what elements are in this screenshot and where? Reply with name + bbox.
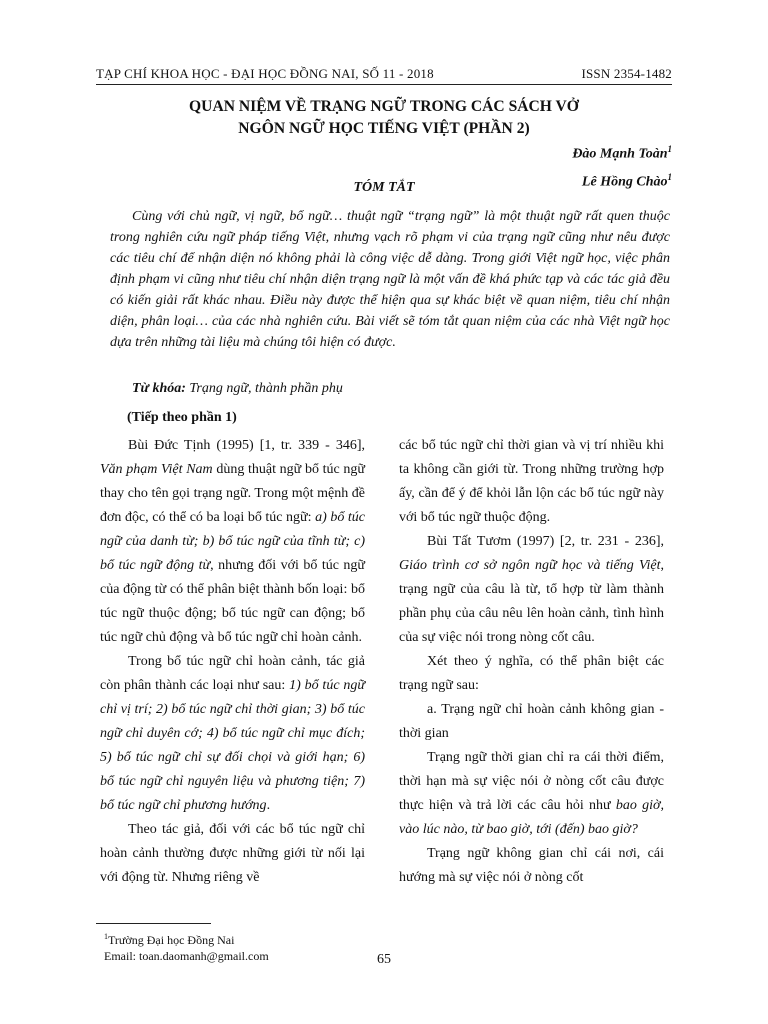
paragraph: Trạng ngữ không gian chỉ cái nơi, cái hướng mà sự việc nói ở nòng cốt	[399, 846, 664, 885]
running-header	[96, 64, 672, 85]
author-1: Đào Mạnh Toàn$^1$	[572, 144, 672, 162]
paragraph: Trạng ngữ thời gian chỉ ra cái thời điểm, thời hạn mà sự việc nói ở nòng cốt câu được thực hiện và trả lời các câu hỏi như bao giờ, vào lúc nào, từ bao giờ, tới (đến) bao giờ?	[399, 750, 664, 837]
continuation-note: (Tiếp theo phần 1)	[127, 410, 237, 425]
keywords-label: Từ khóa:	[132, 381, 186, 396]
title-line-2: NGÔN NGỮ HỌC TIẾNG VIỆT (PHẦN 2)	[238, 120, 530, 137]
page-number: 65	[377, 952, 391, 967]
article-title	[96, 96, 672, 140]
paragraph: Trong bổ túc ngữ chỉ hoàn cảnh, tác giả còn phân thành các loại như sau: 1) bổ túc ngữ chỉ vị trí; 2) bổ túc ngữ chỉ thời gian; 3) bổ túc ngữ chỉ duyên cớ; 4) bổ túc ngữ chỉ mục đích; 5) bổ túc ngữ chỉ sự đối chọi và giới hạn; 6) bổ túc ngữ chỉ nguyên liệu và phương tiện; 7) bổ túc ngữ chỉ phương hướng.	[100, 654, 365, 813]
journal-name: TẠP CHÍ KHOA HỌC - ĐẠI HỌC ĐỒNG NAI, SỐ 11 - 2018	[96, 66, 434, 81]
abstract-heading: TÓM TẮT	[353, 180, 415, 195]
author-2: Lê Hồng Chào$^1$	[581, 171, 672, 190]
body-column-right	[399, 434, 664, 890]
abstract-text: Cùng với chủ ngữ, vị ngữ, bổ ngữ… thuật ngữ “trạng ngữ” là một thuật ngữ rất quen thuộc trong nghiên cứu ngữ pháp tiếng Việt, nhưng vạch rõ phạm vi của trạng ngữ cũng như nêu được các tiêu chí để nhận diện nó không phải là công việc dễ dàng. Trong giới Việt ngữ học, việc phân định phạm vi cũng như tiêu chí nhận diện trạng ngữ là một vấn đề khá phức tạp và các tác giả đều có kiến giải rất khác nhau. Điều này được thể hiện qua sự khác biệt về quan niệm, tiêu chí nhận diện, phân loại… của các nhà nghiên cứu. Bài viết sẽ tóm tắt quan niệm của các nhà Việt ngữ học dựa trên những tài liệu mà chúng tôi hiện có được.	[110, 209, 670, 350]
keywords	[132, 381, 343, 397]
title-line-1: QUAN NIỆM VỀ TRẠNG NGỮ TRONG CÁC SÁCH VỞ	[189, 98, 579, 115]
footnote-rule	[96, 923, 211, 924]
paragraph: Xét theo ý nghĩa, có thể phân biệt các trạng ngữ sau:	[399, 654, 664, 693]
paragraph: Bùi Đức Tịnh (1995) [1, tr. 339 - 346], Văn phạm Việt Nam dùng thuật ngữ bổ túc ngữ thay cho tên gọi trạng ngữ. Trong một mệnh đề đơn độc, có thể có ba loại bổ túc ngữ: a) bổ túc ngữ của danh từ; b) bổ túc ngữ của tĩnh từ; c) bổ túc ngữ động từ, nhưng đối với bổ túc ngữ của động từ có thể phân biệt thành bốn loại: bổ túc ngữ thuộc động; bổ túc ngữ can động; bổ túc ngữ chủ động và bổ túc ngữ chỉ hoàn cảnh.	[100, 438, 366, 645]
paragraph: Bùi Tất Tươm (1997) [2, tr. 231 - 236], Giáo trình cơ sở ngôn ngữ học và tiếng Việt, trạng ngữ của câu là từ, tổ hợp từ làm thành phần phụ của câu nêu lên hoàn cảnh, tình hình của sự việc nói trong nòng cốt câu.	[399, 534, 664, 645]
footnote-email: Email: toan.daomanh@gmail.com	[104, 949, 269, 963]
paragraph: các bổ túc ngữ chỉ thời gian và vị trí nhiều khi ta không cần giới từ. Trong những trường hợp ấy, cần để ý để khỏi lẫn lộn các bổ túc ngữ này với bổ túc ngữ thuộc động.	[399, 438, 664, 525]
paragraph: Theo tác giả, đối với các bổ túc ngữ chỉ hoàn cảnh thường được những giới từ nối lại với động từ. Nhưng riêng về	[100, 822, 365, 885]
footnote-affiliation: $^1$Trường Đại học Đồng Nai	[104, 932, 235, 947]
keywords-value: Trạng ngữ, thành phần phụ	[189, 381, 343, 396]
paragraph: a. Trạng ngữ chỉ hoàn cảnh không gian - thời gian	[399, 702, 664, 741]
issn: ISSN 2354-1482	[581, 66, 672, 81]
body-column-left	[100, 434, 365, 890]
